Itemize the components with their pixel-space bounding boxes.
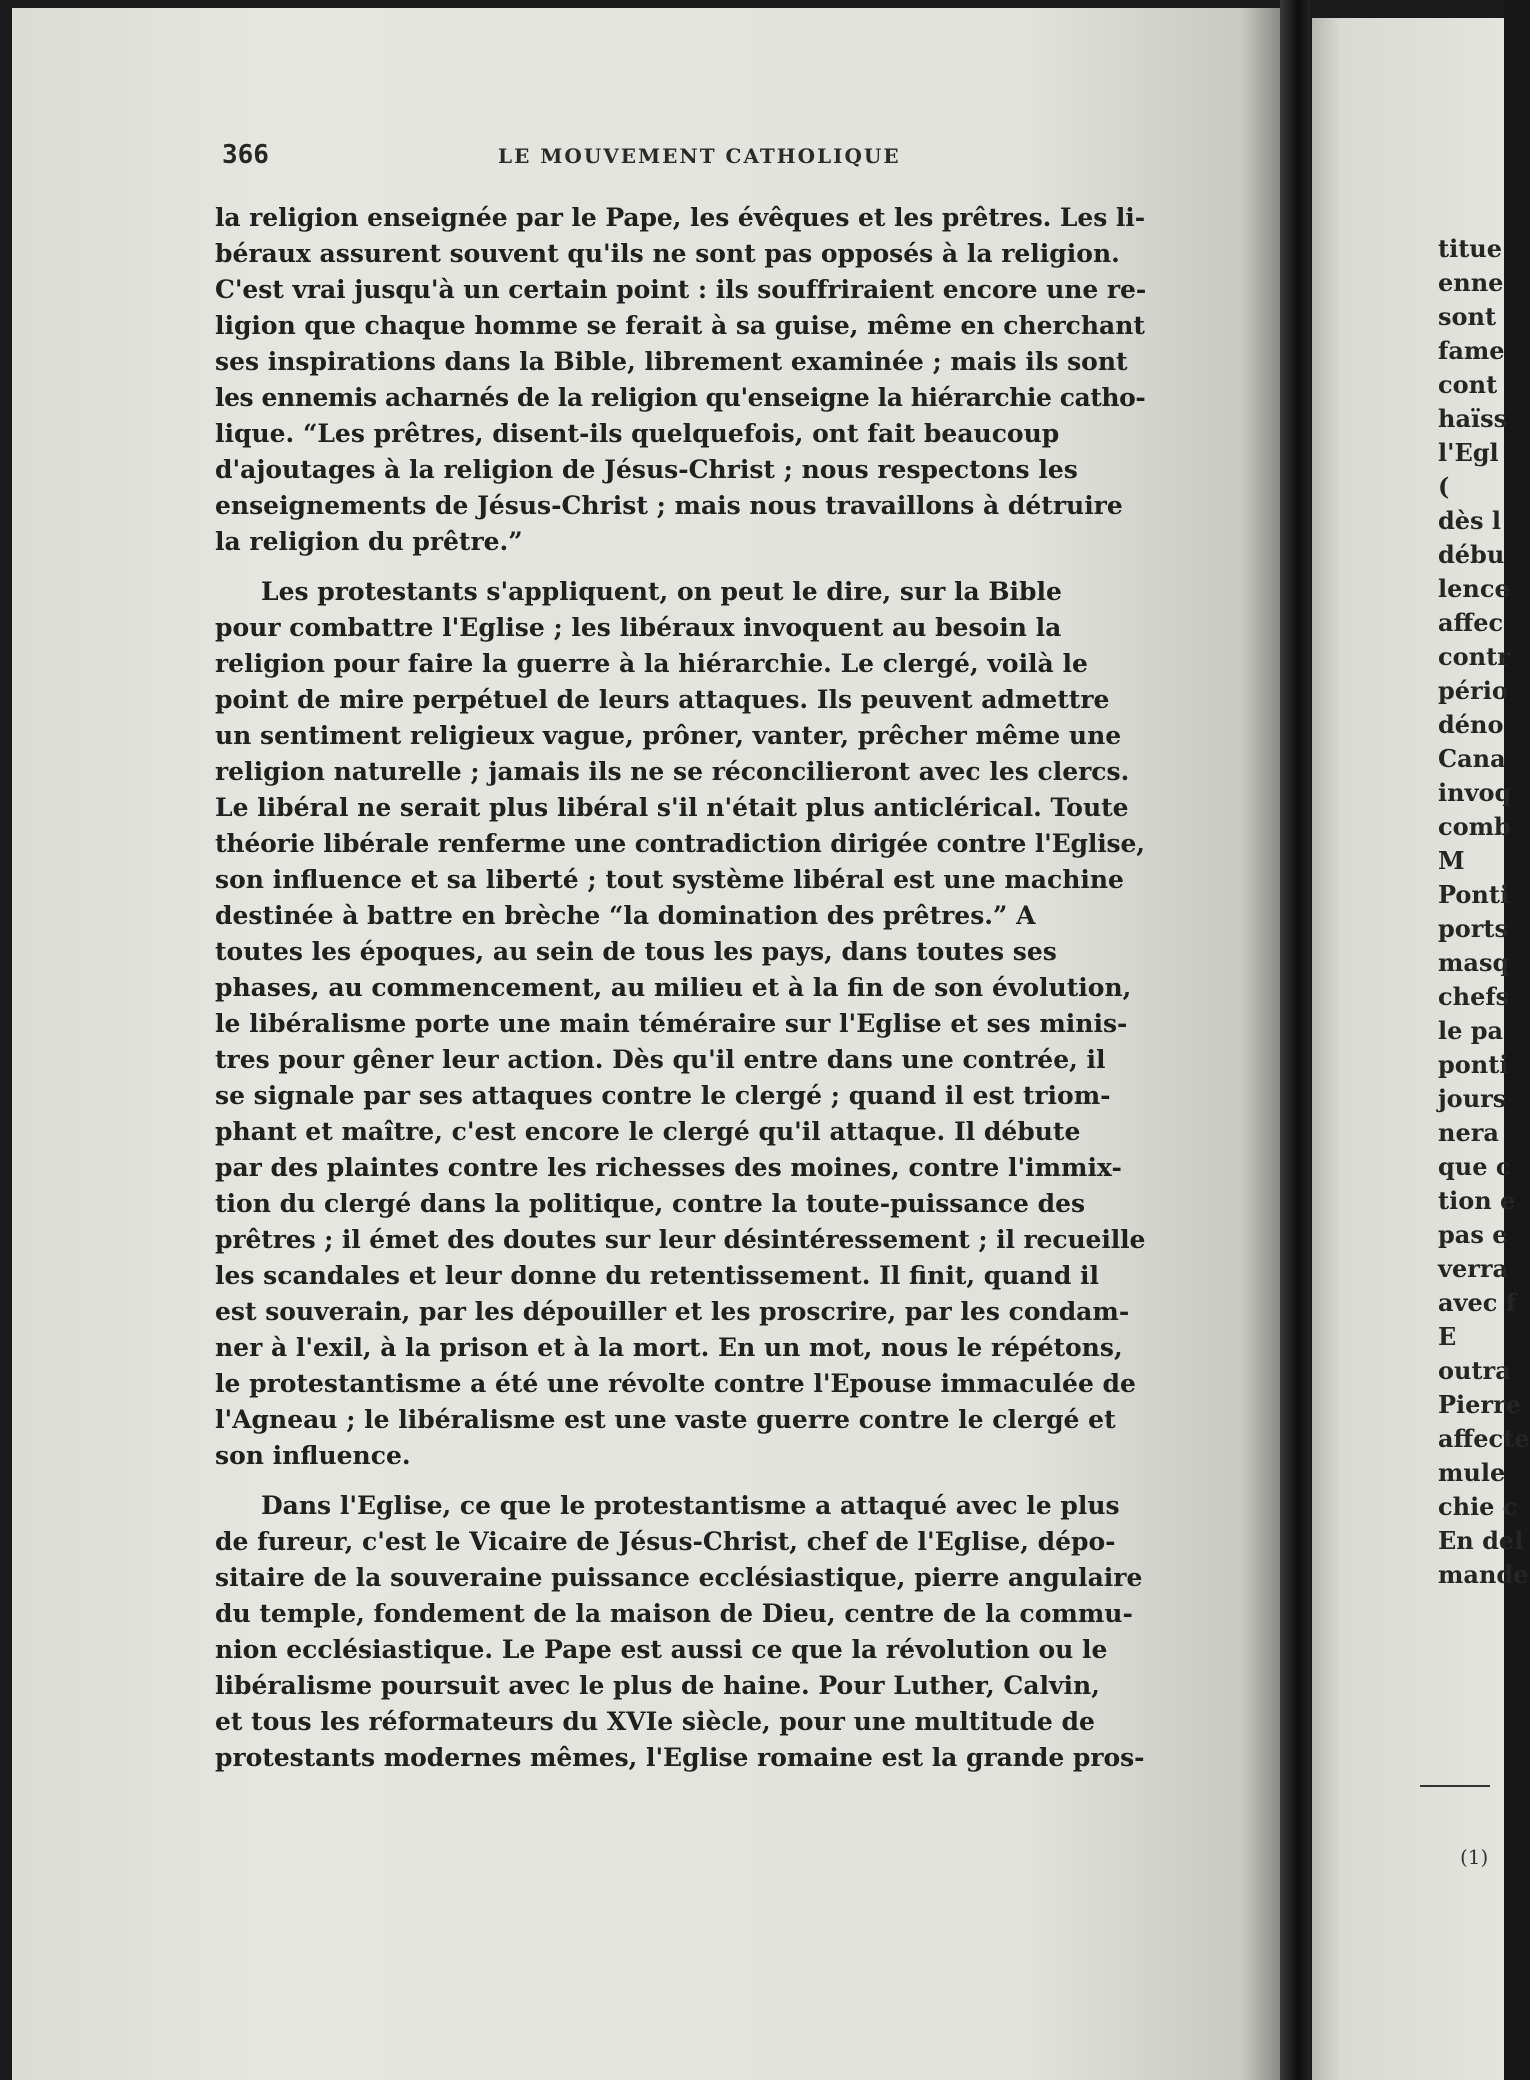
running-title: LE MOUVEMENT CATHOLIQUE xyxy=(498,144,901,168)
right-page-line: sont xyxy=(1438,302,1497,331)
running-header xyxy=(222,140,1122,180)
text-line: Les protestants s'appliquent, on peut le dire, sur la Bible xyxy=(261,577,1062,606)
right-page-line: affec xyxy=(1438,608,1504,637)
text-line: nion ecclésiastique. Le Pape est aussi ce que la révolution ou le xyxy=(215,1635,1108,1664)
right-page-line: Pierre xyxy=(1438,1390,1521,1419)
right-page-line: dès l xyxy=(1438,506,1502,535)
text-line: libéralisme poursuit avec le plus de haine. Pour Luther, Calvin, xyxy=(215,1671,1100,1700)
right-page-line: titue xyxy=(1438,234,1503,263)
text-line: d'ajoutages à la religion de Jésus-Christ ; nous respectons les xyxy=(215,455,1078,484)
text-line: se signale par ses attaques contre le clergé ; quand il est triom- xyxy=(215,1081,1111,1110)
right-page-line: fame xyxy=(1438,336,1505,365)
text-line: l'Agneau ; le libéralisme est une vaste guerre contre le clergé et xyxy=(215,1405,1116,1434)
text-line: un sentiment religieux vague, prôner, vanter, prêcher même une xyxy=(215,721,1122,750)
text-line: Dans l'Eglise, ce que le protestantisme a attaqué avec le plus xyxy=(261,1491,1120,1520)
text-line: ner à l'exil, à la prison et à la mort. En un mot, nous le répétons, xyxy=(215,1333,1123,1362)
text-line: de fureur, c'est le Vicaire de Jésus-Christ, chef de l'Eglise, dépo- xyxy=(215,1527,1116,1556)
right-page-line: affecte xyxy=(1438,1424,1530,1453)
text-line: phases, au commencement, au milieu et à la fin de son évolution, xyxy=(215,973,1132,1002)
text-line: son influence. xyxy=(215,1441,411,1470)
right-page-line: outra xyxy=(1438,1356,1511,1385)
right-page-line: pas e xyxy=(1438,1220,1508,1249)
text-line: prêtres ; il émet des doutes sur leur désintéressement ; il recueille xyxy=(215,1225,1146,1254)
right-page-line: avec f xyxy=(1438,1288,1517,1317)
text-line: destinée à battre en brèche “la domination des prêtres.” A xyxy=(215,901,1036,930)
text-line: phant et maître, c'est encore le clergé qu'il attaque. Il débute xyxy=(215,1117,1081,1146)
text-line: théorie libérale renferme une contradiction dirigée contre l'Eglise, xyxy=(215,829,1145,858)
right-page-line: En del xyxy=(1438,1526,1524,1555)
text-line: religion pour faire la guerre à la hiérarchie. Le clergé, voilà le xyxy=(215,649,1088,678)
right-page-line: le pa xyxy=(1438,1016,1504,1045)
text-line: le libéralisme porte une main téméraire sur l'Eglise et ses minis- xyxy=(215,1009,1128,1038)
right-page-line: haïss xyxy=(1438,404,1508,433)
right-page-line: tion e xyxy=(1438,1186,1516,1215)
right-page-line: enne xyxy=(1438,268,1504,297)
text-line: protestants modernes mêmes, l'Eglise romaine est la grande pros- xyxy=(215,1743,1145,1772)
right-page-line: mande xyxy=(1438,1560,1529,1589)
right-page-line: ( xyxy=(1438,472,1450,501)
text-line: ligion que chaque homme se ferait à sa guise, même en cherchant xyxy=(215,311,1145,340)
footnote-mark: (1) xyxy=(1460,1845,1489,1869)
right-page-line: invoq xyxy=(1438,778,1512,807)
right-page-line: l'Egl xyxy=(1438,438,1499,467)
text-line: par des plaintes contre les richesses des moines, contre l'immix- xyxy=(215,1153,1122,1182)
text-line: sitaire de la souveraine puissance ecclésiastique, pierre angulaire xyxy=(215,1563,1143,1592)
text-line: du temple, fondement de la maison de Dieu, centre de la commu- xyxy=(215,1599,1133,1628)
right-page-line: que c xyxy=(1438,1152,1511,1181)
paragraph-gap xyxy=(215,560,1145,574)
text-line: tres pour gêner leur action. Dès qu'il entre dans une contrée, il xyxy=(215,1045,1106,1074)
right-page-line: contr xyxy=(1438,642,1510,671)
text-line: point de mire perpétuel de leurs attaques. Ils peuvent admettre xyxy=(215,685,1110,714)
right-page-line: M xyxy=(1438,846,1465,875)
text-line: les ennemis acharnés de la religion qu'enseigne la hiérarchie catho- xyxy=(215,383,1146,412)
text-line: est souverain, par les dépouiller et les proscrire, par les condam- xyxy=(215,1297,1130,1326)
right-page-text xyxy=(1438,232,1530,1592)
paragraph-gap xyxy=(215,1474,1145,1488)
right-page-line: cont xyxy=(1438,370,1498,399)
page-number: 366 xyxy=(222,140,269,170)
text-line: enseignements de Jésus-Christ ; mais nous travaillons à détruire xyxy=(215,491,1123,520)
right-page-line: masq xyxy=(1438,948,1510,977)
text-line: toutes les époques, au sein de tous les pays, dans toutes ses xyxy=(215,937,1057,966)
text-line: religion naturelle ; jamais ils ne se réconcilieront avec les clercs. xyxy=(215,757,1130,786)
right-page-line: Cana xyxy=(1438,744,1506,773)
right-page-line: nera xyxy=(1438,1118,1499,1147)
right-page-line: E xyxy=(1438,1322,1457,1351)
right-page-line: chie c xyxy=(1438,1492,1518,1521)
right-page-line: jours xyxy=(1438,1084,1507,1113)
right-page-line: comb xyxy=(1438,812,1511,841)
text-line: son influence et sa liberté ; tout système libéral est une machine xyxy=(215,865,1124,894)
right-page-line: chefs xyxy=(1438,982,1510,1011)
text-line: la religion du prêtre.” xyxy=(215,527,523,556)
text-line: et tous les réformateurs du XVIe siècle, pour une multitude de xyxy=(215,1707,1095,1736)
right-page-line: verra xyxy=(1438,1254,1509,1283)
right-page-line: déno xyxy=(1438,710,1504,739)
right-page-line: ports xyxy=(1438,914,1509,943)
right-page-line: ponti xyxy=(1438,1050,1509,1079)
right-page-line: pério xyxy=(1438,676,1508,705)
text-line: tion du clergé dans la politique, contre la toute-puissance des xyxy=(215,1189,1086,1218)
text-line: les scandales et leur donne du retentissement. Il finit, quand il xyxy=(215,1261,1100,1290)
text-line: C'est vrai jusqu'à un certain point : ils souffriraient encore une re- xyxy=(215,275,1147,304)
right-page-line: débu xyxy=(1438,540,1505,569)
right-page-line: lence xyxy=(1438,574,1510,603)
book-gutter xyxy=(1280,0,1310,2080)
text-line: le protestantisme a été une révolte contre l'Epouse immaculée de xyxy=(215,1369,1136,1398)
text-line: pour combattre l'Eglise ; les libéraux invoquent au besoin la xyxy=(215,613,1062,642)
text-line: la religion enseignée par le Pape, les évêques et les prêtres. Les li- xyxy=(215,203,1146,232)
right-page-line: mule xyxy=(1438,1458,1506,1487)
main-text xyxy=(215,200,1145,1776)
text-line: béraux assurent souvent qu'ils ne sont pas opposés à la religion. xyxy=(215,239,1120,268)
footnote-rule xyxy=(1420,1785,1490,1787)
text-line: Le libéral ne serait plus libéral s'il n'était plus anticlérical. Toute xyxy=(215,793,1129,822)
text-line: ses inspirations dans la Bible, librement examinée ; mais ils sont xyxy=(215,347,1128,376)
right-page-line: Ponti xyxy=(1438,880,1510,909)
text-line: lique. “Les prêtres, disent-ils quelquefois, ont fait beaucoup xyxy=(215,419,1060,448)
